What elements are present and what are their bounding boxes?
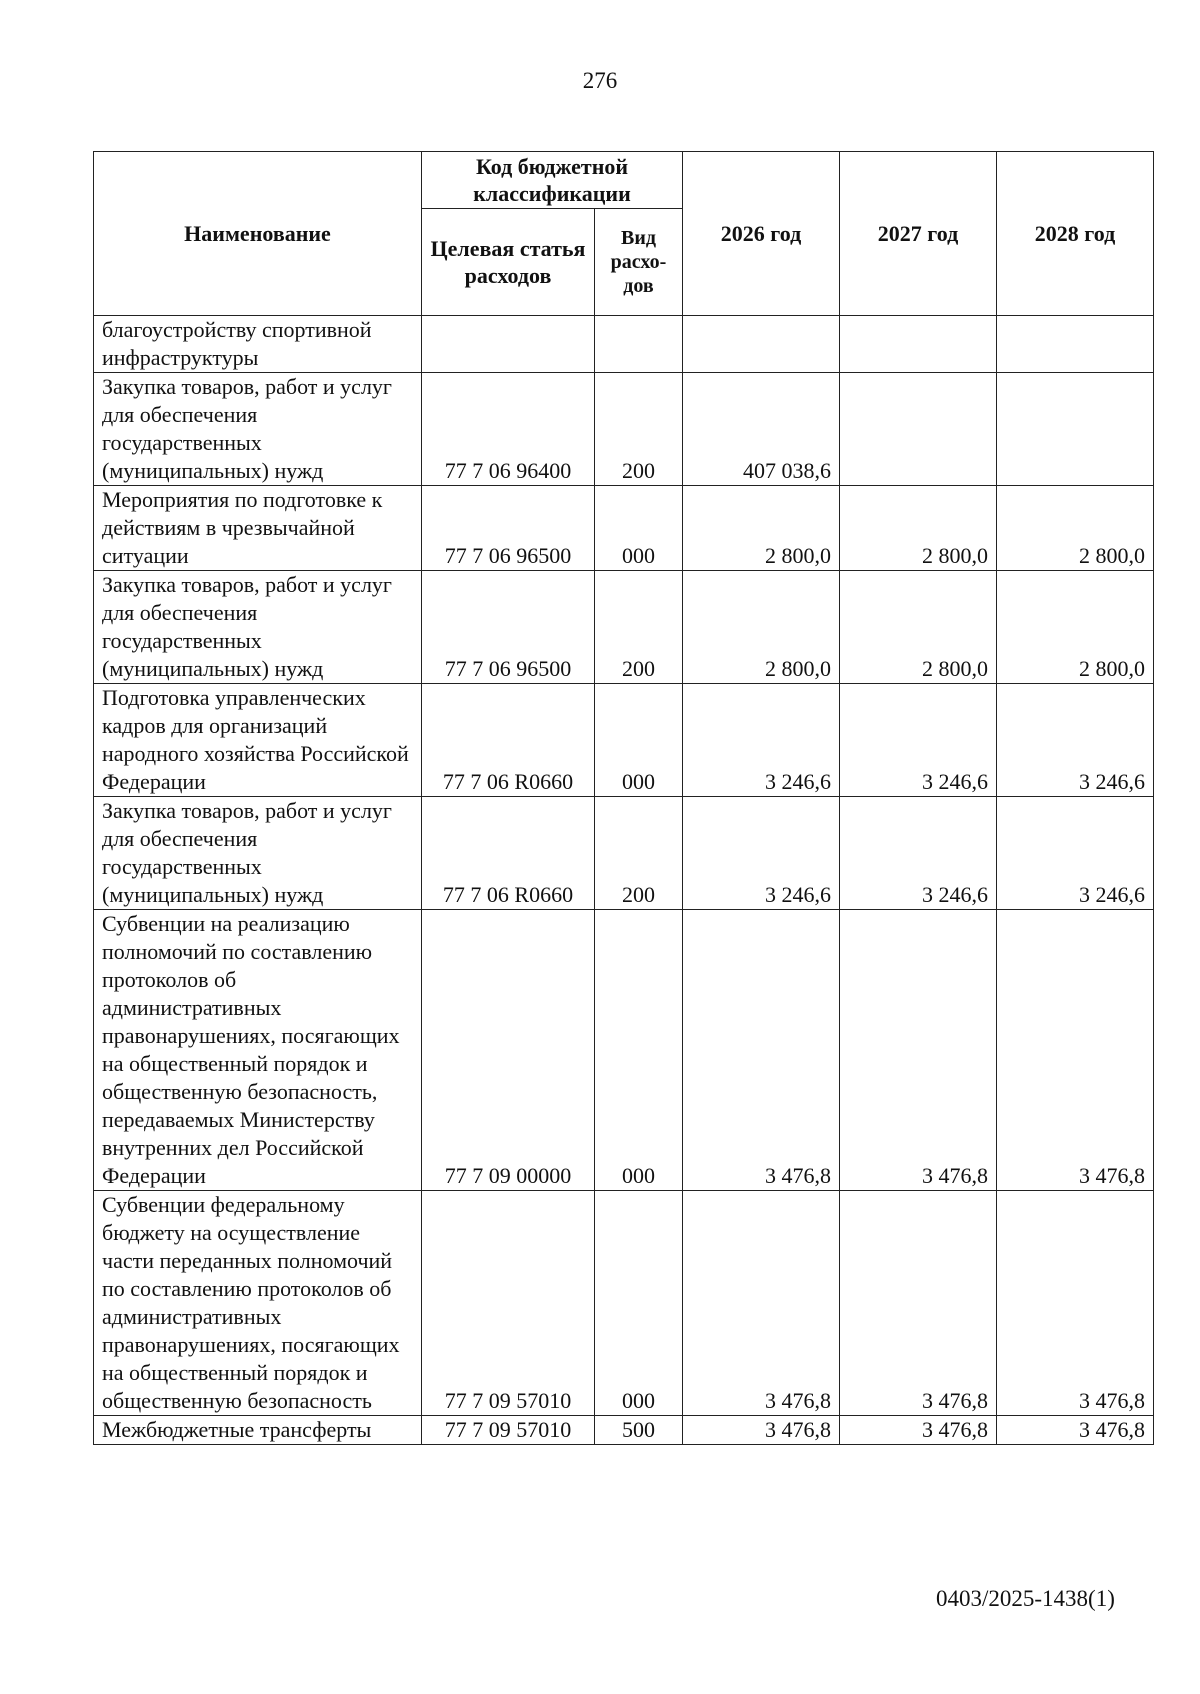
row-value-2027: 2 800,0 — [840, 571, 997, 684]
row-name: Межбюджетные трансферты — [94, 1416, 422, 1445]
row-target-article: 77 7 06 R0660 — [422, 684, 595, 797]
row-name: Закупка товаров, работ и услуг для обеспечения государственных (муниципальных) нужд — [94, 373, 422, 486]
row-target-article: 77 7 09 57010 — [422, 1191, 595, 1416]
table-row — [94, 684, 1154, 797]
table-row — [94, 1416, 1154, 1445]
row-name: Подготовка управленческих кадров для организаций народного хозяйства Российской Федерации — [94, 684, 422, 797]
row-value-2027: 3 476,8 — [840, 910, 997, 1191]
row-name: Закупка товаров, работ и услуг для обеспечения государственных (муниципальных) нужд — [94, 797, 422, 910]
header-2028: 2028 год — [997, 152, 1154, 316]
row-expense-type: 000 — [595, 684, 683, 797]
row-expense-type — [595, 316, 683, 373]
row-expense-type: 000 — [595, 1191, 683, 1416]
table-row — [94, 797, 1154, 910]
row-value-2028 — [997, 373, 1154, 486]
row-target-article: 77 7 06 96500 — [422, 571, 595, 684]
row-value-2027: 3 246,6 — [840, 684, 997, 797]
table-body — [94, 316, 1154, 1445]
row-value-2028: 3 476,8 — [997, 1416, 1154, 1445]
row-name: Мероприятия по подготовке к действиям в чрезвычайной ситуации — [94, 486, 422, 571]
row-expense-type: 000 — [595, 486, 683, 571]
row-value-2028: 2 800,0 — [997, 571, 1154, 684]
header-name: Наименование — [94, 152, 422, 316]
page-number: 276 — [582, 68, 618, 93]
header-2026: 2026 год — [683, 152, 840, 316]
row-value-2027 — [840, 316, 997, 373]
table-row — [94, 910, 1154, 1191]
row-value-2026 — [683, 316, 840, 373]
row-value-2026: 3 476,8 — [683, 910, 840, 1191]
row-value-2026: 407 038,6 — [683, 373, 840, 486]
budget-table — [93, 151, 1154, 1445]
row-value-2028: 3 476,8 — [997, 910, 1154, 1191]
row-value-2028: 2 800,0 — [997, 486, 1154, 571]
row-value-2028: 3 246,6 — [997, 684, 1154, 797]
row-value-2026: 2 800,0 — [683, 486, 840, 571]
row-name: Закупка товаров, работ и услуг для обеспечения государственных (муниципальных) нужд — [94, 571, 422, 684]
header-2027: 2027 год — [840, 152, 997, 316]
row-value-2026: 3 476,8 — [683, 1191, 840, 1416]
row-value-2027: 2 800,0 — [840, 486, 997, 571]
row-target-article: 77 7 06 96500 — [422, 486, 595, 571]
row-expense-type: 500 — [595, 1416, 683, 1445]
table-row — [94, 373, 1154, 486]
table-row — [94, 316, 1154, 373]
row-value-2026: 3 246,6 — [683, 684, 840, 797]
row-name: Субвенции федеральному бюджету на осуществление части переданных полномочий по составлению протоколов об административных правонарушениях, посягающих на общественный порядок и общественную безопасность — [94, 1191, 422, 1416]
header-code-group: Код бюджетной классификации — [422, 152, 683, 209]
row-value-2027: 3 476,8 — [840, 1191, 997, 1416]
row-expense-type: 000 — [595, 910, 683, 1191]
row-expense-type: 200 — [595, 797, 683, 910]
row-target-article — [422, 316, 595, 373]
row-value-2026: 3 246,6 — [683, 797, 840, 910]
row-value-2028 — [997, 316, 1154, 373]
row-target-article: 77 7 06 R0660 — [422, 797, 595, 910]
row-value-2028: 3 476,8 — [997, 1191, 1154, 1416]
row-name: Субвенции на реализацию полномочий по составлению протоколов об административных правонарушениях, посягающих на общественный порядок и общественную безопасность, передаваемых Министерству внутренних дел Российской Федерации — [94, 910, 422, 1191]
row-expense-type: 200 — [595, 373, 683, 486]
table-row — [94, 571, 1154, 684]
row-name: благоустройству спортивной инфраструктуры — [94, 316, 422, 373]
document-code: 0403/2025-1438(1) — [936, 1586, 1115, 1611]
row-target-article: 77 7 09 00000 — [422, 910, 595, 1191]
header-expense-type: Вид расхо-дов — [595, 209, 683, 316]
row-target-article: 77 7 06 96400 — [422, 373, 595, 486]
row-value-2026: 3 476,8 — [683, 1416, 840, 1445]
table-header — [94, 152, 1154, 316]
table-row — [94, 1191, 1154, 1416]
row-value-2027 — [840, 373, 997, 486]
row-target-article: 77 7 09 57010 — [422, 1416, 595, 1445]
header-target-article: Целевая статья расходов — [422, 209, 595, 316]
row-value-2028: 3 246,6 — [997, 797, 1154, 910]
row-value-2027: 3 246,6 — [840, 797, 997, 910]
row-expense-type: 200 — [595, 571, 683, 684]
row-value-2027: 3 476,8 — [840, 1416, 997, 1445]
table-row — [94, 486, 1154, 571]
row-value-2026: 2 800,0 — [683, 571, 840, 684]
